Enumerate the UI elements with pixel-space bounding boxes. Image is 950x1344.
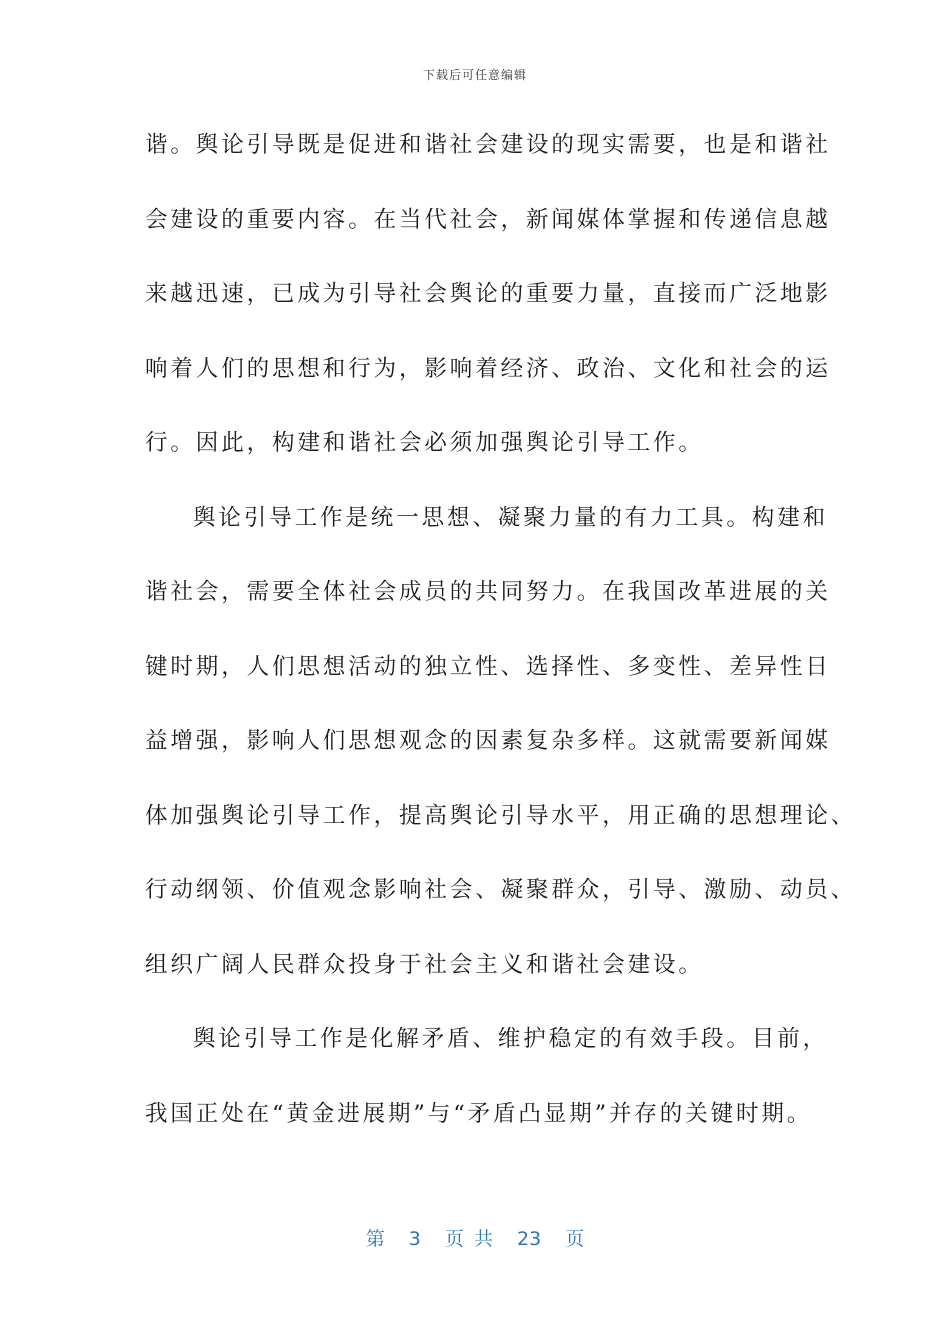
- page-suffix: 页: [565, 1228, 585, 1250]
- text-line: 键时期，人们思想活动的独立性、选择性、多变性、差异性日: [145, 653, 831, 680]
- page-prefix: 第: [365, 1228, 385, 1250]
- total-pages: 23: [517, 1228, 542, 1250]
- page-header: 下载后可任意编辑: [422, 68, 527, 82]
- text-line: 体加强舆论引导工作，提高舆论引导水平，用正确的思想理论、: [145, 802, 857, 829]
- document-body: [145, 120, 857, 1163]
- text-line: 谐社会，需要全体社会成员的共同努力。在我国改革进展的关: [145, 579, 831, 605]
- page-footer: [0, 1224, 950, 1251]
- text-line: 会建设的重要内容。在当代社会，新闻媒体掌握和传递信息越: [145, 206, 831, 233]
- text-line: 行。因此，构建和谐社会必须加强舆论引导工作。: [145, 430, 704, 456]
- text-line: 组织广阔人民群众投身于社会主义和谐社会建设。: [145, 951, 704, 978]
- paragraph-first-line: 舆论引导工作是化解矛盾、维护稳定的有效手段。目前，: [193, 1026, 829, 1052]
- paragraph-first-line: 舆论引导工作是统一思想、凝聚力量的有力工具。构建和: [193, 504, 829, 531]
- text-line: 我国正处在“黄金进展期”与“矛盾凸显期”并存的关键时期。: [145, 1100, 813, 1127]
- text-line: 行动纲领、价值观念影响社会、凝聚群众，引导、激励、动员、: [145, 877, 857, 903]
- page-number: 3: [408, 1228, 421, 1250]
- page-middle: 页 共: [444, 1228, 493, 1250]
- text-line: 来越迅速，已成为引导社会舆论的重要力量，直接而广泛地影: [145, 281, 831, 307]
- text-line: 益增强，影响人们思想观念的因素复杂多样。这就需要新闻媒: [145, 728, 831, 754]
- text-line: 响着人们的思想和行为，影响着经济、政治、文化和社会的运: [145, 355, 831, 382]
- text-line: 谐。舆论引导既是促进和谐社会建设的现实需要，也是和谐社: [145, 132, 831, 158]
